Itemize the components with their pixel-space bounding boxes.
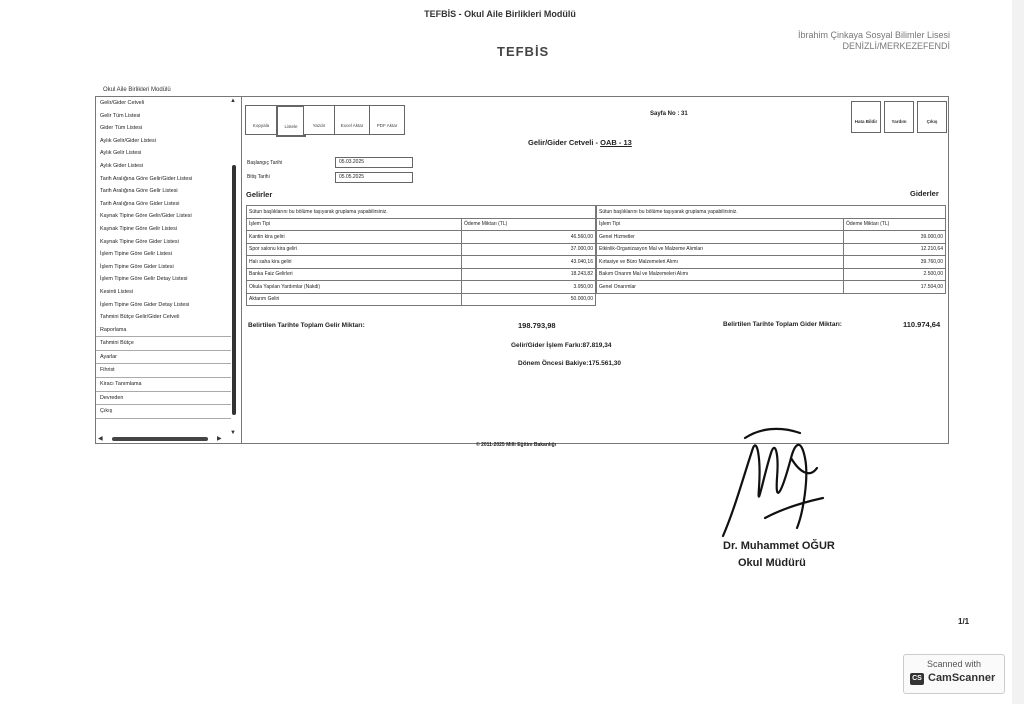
expense-total-label: Belirtilen Tarihte Toplam Gider Miktarı:	[723, 321, 842, 328]
report-title	[528, 138, 632, 147]
sidebar-item[interactable]: İşlem Tipine Göre Gelir Listesi	[100, 251, 172, 258]
expense-row[interactable]	[597, 281, 946, 294]
scroll-right-icon[interactable]: ▶	[217, 436, 222, 442]
income-row[interactable]	[247, 268, 596, 281]
expense-amount-cell: 39.000,00	[844, 231, 946, 244]
scroll-down-icon[interactable]: ▼	[230, 430, 236, 436]
previous-period-balance: Dönem Öncesi Bakiye:175.561,30	[518, 360, 621, 367]
expense-amount-cell: 12.210,64	[844, 243, 946, 256]
income-row[interactable]	[247, 243, 596, 256]
sidebar-list	[96, 97, 231, 419]
sidebar-item[interactable]: Gider Tüm Listesi	[100, 125, 143, 132]
expense-row[interactable]	[597, 243, 946, 256]
income-amount-cell: 43.040,16	[462, 256, 596, 269]
sidebar-item[interactable]: Kaynak Tipine Göre Gelir/Gider Listesi	[100, 213, 192, 220]
watermark-caption: Scanned with	[926, 659, 982, 669]
expense-col-amount[interactable]: Ödeme Miktarı (TL)	[844, 218, 946, 231]
income-heading: Gelirler	[246, 190, 273, 199]
income-expense-difference: Gelir/Gider İşlem Farkı:87.819,34	[511, 342, 612, 349]
document-title: TEFBİS - Okul Aile Birlikleri Modülü	[424, 9, 576, 19]
income-col-type[interactable]: İşlem Tipi	[247, 218, 462, 231]
expense-heading: Giderler	[910, 189, 939, 198]
copyright: © 2011-2025 Milli Eğitim Bakanlığı	[476, 442, 557, 448]
income-amount-cell: 50.000,00	[462, 293, 596, 306]
handwritten-signature	[705, 418, 835, 548]
print-button[interactable]: Yazdır	[303, 105, 335, 135]
income-amount-cell: 37.000,00	[462, 243, 596, 256]
income-group-hint: Sütun başlıklarını bu bölüme taşıyarak gruplama yapabilirsiniz.	[247, 206, 596, 219]
income-total-value: 198.793,98	[518, 321, 556, 330]
sidebar-item[interactable]: Çıkış	[96, 405, 231, 419]
sidebar-item[interactable]: Fihrist	[96, 364, 231, 378]
income-row[interactable]	[247, 256, 596, 269]
income-type-cell: Banka Faiz Gelirleri	[247, 268, 462, 281]
sidebar-item[interactable]: Gelir Tüm Listesi	[100, 112, 141, 119]
report-code: OAB - 13	[600, 138, 632, 147]
sidebar-vertical-scrollbar[interactable]	[232, 165, 236, 415]
brand-title: TEFBİS	[497, 44, 550, 59]
report-title-text: Gelir/Gider Cetveli -	[528, 138, 601, 147]
expense-table	[596, 205, 946, 294]
sidebar-item[interactable]: Kaynak Tipine Göre Gelir Listesi	[100, 225, 178, 232]
sidebar-item[interactable]: Ayarlar	[96, 351, 231, 365]
income-col-amount[interactable]: Ödeme Miktarı (TL)	[462, 218, 596, 231]
sidebar-item[interactable]: Tarih Aralığına Göre Gelir/Gider Listesi	[100, 175, 193, 182]
exit-button[interactable]: Çıkış	[917, 101, 947, 133]
income-total-label: Belirtilen Tarihte Toplam Gelir Miktarı:	[248, 322, 365, 329]
excel-export-button[interactable]: Excel Aktar	[334, 105, 370, 135]
income-type-cell: Kantin kira geliri	[247, 231, 462, 244]
sidebar-item[interactable]: Gelir/Gider Cetveli	[100, 100, 145, 106]
income-amount-cell: 3.950,00	[462, 281, 596, 294]
camscanner-logo-icon: CS	[910, 673, 924, 685]
income-type-cell: Okula Yapılan Yardımlar (Nakdi)	[247, 281, 462, 294]
page-count: 1/1	[958, 617, 970, 626]
help-button[interactable]: Yardım	[884, 101, 914, 133]
start-date-label: Başlangıç Tarihi	[247, 160, 283, 166]
signer-name: Dr. Muhammet OĞUR	[723, 540, 835, 552]
school-location: DENİZLİ/MERKEZEFENDİ	[842, 41, 950, 51]
expense-type-cell: Etkinlik-Organizasyon Mal ve Malzeme Alımları	[597, 243, 844, 256]
income-row[interactable]	[247, 281, 596, 294]
sidebar-item[interactable]: İşlem Tipine Göre Gelir Detay Listesi	[100, 276, 188, 283]
report-error-button[interactable]: Hata Bildir	[851, 101, 881, 133]
camscanner-watermark	[903, 654, 1005, 694]
income-type-cell: Spor salonu kira geliri	[247, 243, 462, 256]
scroll-left-icon[interactable]: ◀	[98, 436, 103, 442]
expense-amount-cell: 39.760,00	[844, 256, 946, 269]
page-number: Sayfa No : 31	[650, 111, 688, 117]
end-date-label: Bitiş Tarihi	[247, 174, 270, 180]
expense-type-cell: Kırtasiye ve Büro Malzemeleri Alımı	[597, 256, 844, 269]
income-row[interactable]	[247, 293, 596, 306]
sidebar-item[interactable]: İşlem Tipine Göre Gider Listesi	[100, 263, 174, 270]
scroll-up-icon[interactable]: ▲	[230, 98, 236, 104]
sidebar-item[interactable]: Kiracı Tanımlama	[96, 378, 231, 392]
sidebar	[95, 96, 242, 444]
pdf-export-button[interactable]: PDF Aktar	[369, 105, 405, 135]
expense-type-cell: Genel Onarımlar	[597, 281, 844, 294]
expense-row[interactable]	[597, 268, 946, 281]
income-amount-cell: 18.243,82	[462, 268, 596, 281]
expense-col-type[interactable]: İşlem Tipi	[597, 218, 844, 231]
income-table	[246, 205, 596, 306]
copy-button[interactable]: Kopyala	[245, 105, 277, 135]
income-type-cell: Halı saha kira geliri	[247, 256, 462, 269]
expense-row[interactable]	[597, 256, 946, 269]
sidebar-item[interactable]: Aylık Gelir/Gider Listesi	[100, 137, 156, 144]
income-amount-cell: 46.560,00	[462, 231, 596, 244]
sidebar-horizontal-scrollbar[interactable]	[112, 437, 208, 441]
end-date-field[interactable]: 05.05.2025	[335, 172, 413, 183]
school-name: İbrahim Çinkaya Sosyal Bilimler Lisesi	[797, 30, 950, 40]
expense-group-hint: Sütun başlıklarını bu bölüme taşıyarak gruplama yapabilirsiniz.	[597, 206, 946, 219]
sidebar-item[interactable]: İşlem Tipine Göre Gider Detay Listesi	[100, 301, 190, 308]
income-row[interactable]	[247, 231, 596, 244]
start-date-field[interactable]: 05.03.2025	[335, 157, 413, 168]
expense-total-value: 110.974,64	[903, 320, 941, 329]
sidebar-item[interactable]: Tahmini Bütçe	[96, 337, 231, 351]
expense-type-cell: Genel Hizmetler	[597, 231, 844, 244]
signer-title: Okul Müdürü	[738, 557, 806, 569]
expense-type-cell: Bakım Onarım Mal ve Malzemeleri Alımı	[597, 268, 844, 281]
module-label: Okul Aile Birlikleri Modülü	[103, 87, 171, 93]
expense-amount-cell: 2.500,00	[844, 268, 946, 281]
sidebar-item[interactable]: Tahmini Bütçe Gelir/Gider Cetveli	[100, 314, 180, 321]
sidebar-item[interactable]: Kaynak Tipine Göre Gider Listesi	[100, 238, 179, 245]
sidebar-item[interactable]: Raporlama	[96, 324, 231, 338]
expense-row[interactable]	[597, 231, 946, 244]
sidebar-item[interactable]: Aylık Gider Listesi	[100, 162, 144, 169]
sidebar-item[interactable]: Devreden	[96, 392, 231, 406]
income-type-cell: Aktarım Geliri	[247, 293, 462, 306]
sidebar-item[interactable]: Tarih Aralığına Göre Gelir Listesi	[100, 188, 178, 195]
watermark-name: CamScanner	[928, 672, 996, 684]
list-button[interactable]: Listele	[276, 105, 306, 137]
sidebar-item[interactable]: Kesinti Listesi	[100, 288, 133, 295]
expense-amount-cell: 17.504,00	[844, 281, 946, 294]
sidebar-item[interactable]: Aylık Gelir Listesi	[100, 150, 142, 157]
school-info	[740, 30, 950, 52]
sidebar-item[interactable]: Tarih Aralığına Göre Gider Listesi	[100, 200, 180, 207]
